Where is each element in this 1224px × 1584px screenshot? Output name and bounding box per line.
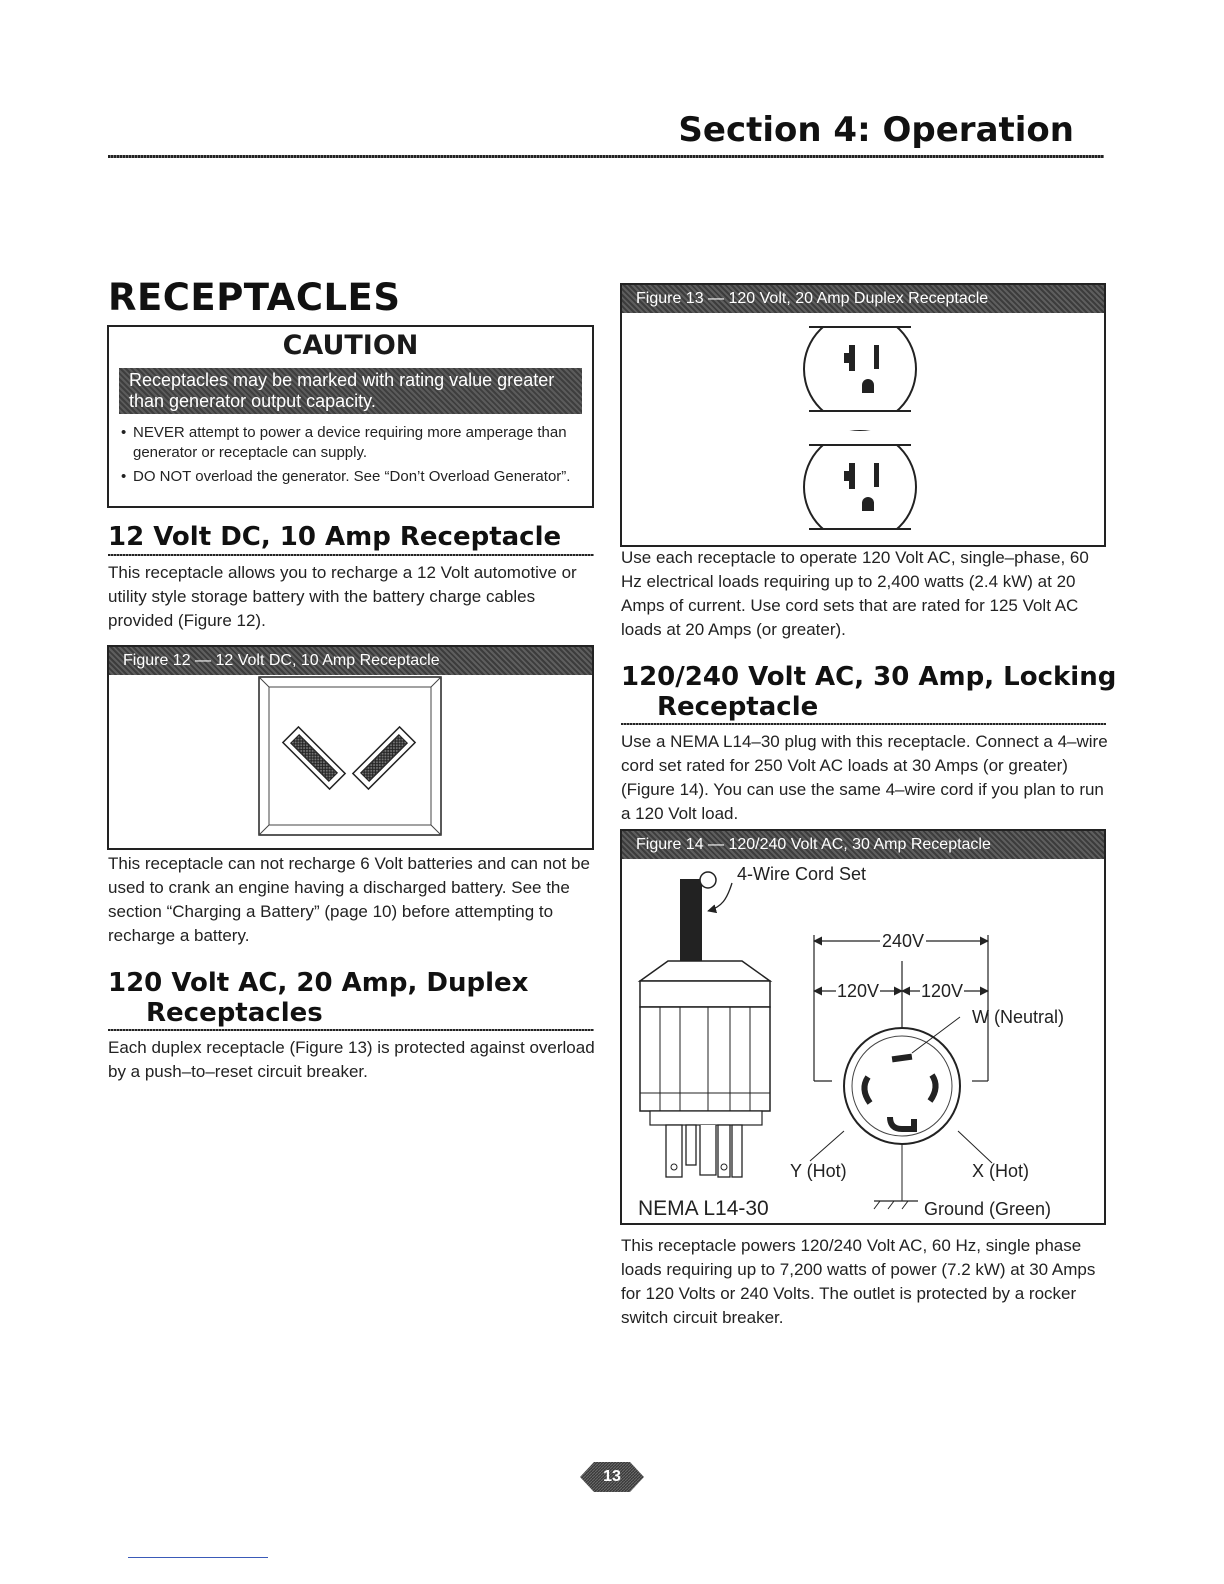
page-number-badge — [580, 1460, 644, 1494]
figure-13 — [620, 283, 1106, 547]
cord-label: 4-Wire Cord Set — [737, 864, 867, 884]
nema-label: NEMA L14-30 — [638, 1197, 769, 1220]
figure-13-caption: Figure 13 — 120 Volt, 20 Amp Duplex Receptacle — [622, 285, 1104, 313]
v240-label: 240V — [881, 931, 925, 951]
figure-12 — [107, 645, 594, 850]
caution-bullet: • NEVER attempt to power a device requiring more amperage than generator or receptacle can supply. — [121, 423, 580, 463]
ac120-text: Each duplex receptacle (Figure 13) is protected against overload by a push–to–reset circuit breaker. — [108, 1038, 595, 1081]
caution-warning: Receptacles may be marked with rating value greater than generator output capacity. — [119, 368, 582, 414]
locking-receptacle-diagram — [622, 831, 1104, 1223]
fig14-text: This receptacle powers 120/240 Volt AC, 60 Hz, single phase loads requiring up to 7,200 watts of power (7.2 kW) at 30 Amps for 120 Volts or 240 Volts. The outlet is protected by a rocker switch circuit breaker. — [621, 1236, 1096, 1327]
ground-label: Ground (Green) — [924, 1199, 1052, 1219]
ac120-heading-line2: Receptacles — [146, 998, 323, 1028]
ac120-rule — [108, 1029, 594, 1031]
caution-box — [107, 325, 594, 508]
footer-line — [128, 1557, 268, 1558]
outlet-bottom — [804, 431, 916, 545]
caution-heading: CAUTION — [282, 330, 419, 361]
figure-14 — [620, 829, 1106, 1225]
lock-rule — [621, 723, 1106, 725]
ac120-heading-line1: 120 Volt AC, 20 Amp, Duplex — [108, 968, 529, 998]
duplex-receptacle-icon — [622, 313, 1104, 545]
caution-bullet: • DO NOT overload the generator. See “Don’t Overload Generator”. — [121, 467, 580, 487]
figure-12-caption: Figure 12 — 12 Volt DC, 10 Amp Receptacle — [109, 647, 592, 675]
y-hot-label: Y (Hot) — [790, 1161, 847, 1181]
dc12-heading: 12 Volt DC, 10 Amp Receptacle — [108, 522, 562, 552]
dc-receptacle-icon — [109, 675, 592, 848]
header-rule — [108, 155, 1104, 158]
outlet-top — [804, 313, 916, 427]
fig13-text: Use each receptacle to operate 120 Volt AC, single–phase, 60 Hz electrical loads requiring up to 2,400 watts (2.4 kW) at 20 Amps of current. Use cord sets that are rated for 125 Volt AC loads at 20 Amps (or greater). — [621, 548, 1089, 639]
x-hot-label: X (Hot) — [972, 1161, 1030, 1181]
dc12-rule — [108, 554, 594, 556]
dc12-note: This receptacle can not recharge 6 Volt batteries and can not be used to crank an engine having a discharged battery. See the section “Charging a Battery” (page 10) before attempting to recharge a battery. — [108, 854, 590, 945]
section-header: Section 4: Operation — [678, 110, 1074, 150]
page-number: 13 — [603, 1468, 621, 1485]
lock-heading-line2: Receptacle — [657, 692, 819, 722]
caution-list — [121, 423, 580, 487]
dc12-intro: This receptacle allows you to recharge a 12 Volt automotive or utility style storage battery with the battery charge cables provided (Figure 12). — [108, 563, 577, 630]
lock-heading-line1: 120/240 Volt AC, 30 Amp, Locking — [621, 662, 1117, 692]
v120-left-label: 120V — [836, 981, 880, 1001]
page-title: RECEPTACLES — [108, 276, 401, 319]
v120-right-label: 120V — [920, 981, 964, 1001]
neutral-label: W (Neutral) — [972, 1007, 1065, 1027]
figure-14-caption: Figure 14 — 120/240 Volt AC, 30 Amp Receptacle — [622, 831, 1104, 859]
lock-text: Use a NEMA L14–30 plug with this receptacle. Connect a 4–wire cord set rated for 250 Volt AC loads at 30 Amps (or greater) (Figure 14). You can use the same 4–wire cord if you plan to run a 120 Volt load. — [621, 732, 1108, 823]
cord-icon — [680, 879, 702, 963]
